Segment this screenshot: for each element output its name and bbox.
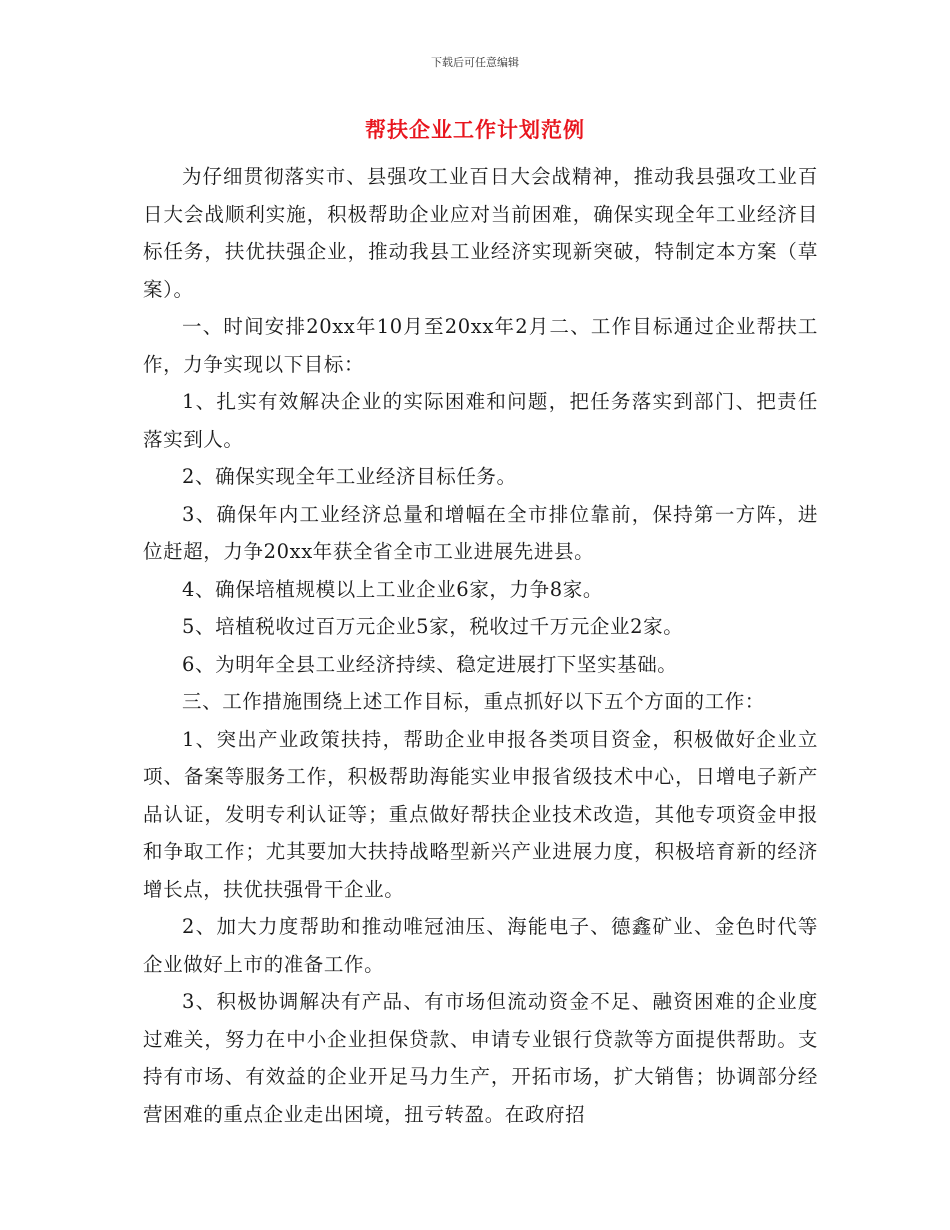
page-header-note: 下载后可任意编辑 <box>431 56 519 69</box>
paragraph-goal-1: 1、扎实有效解决企业的实际困难和问题，把任务落实到部门、把责任落实到人。 <box>143 390 818 451</box>
paragraph-measure-1: 1、突出产业政策扶持，帮助企业申报各类项目资金，积极做好企业立项、备案等服务工作，积极帮助海能实业申报省级技术中心，日增电子新产品认证，发明专利认证等；重点做好帮扶企业技术改造，其他专项资金申报和争取工作；尤其要加大扶持战略型新兴产业进展力度，积极培育新的经济增长点，扶优扶强骨干企业。 <box>143 727 818 901</box>
document-body <box>143 158 818 1133</box>
document-title: 帮扶企业工作计划范例 <box>365 117 585 142</box>
paragraph-goal-6: 6、为明年全县工业经济持续、稳定进展打下坚实基础。 <box>182 652 678 676</box>
paragraph-schedule-goals: 一、时间安排20xx年10月至20xx年2月二、工作目标通过企业帮扶工作，力争实现以下目标： <box>143 315 818 376</box>
paragraph-measure-3: 3、积极协调解决有产品、有市场但流动资金不足、融资困难的企业度过难关，努力在中小企业担保贷款、申请专业银行贷款等方面提供帮助。支持有市场、有效益的企业开足马力生产，开拓市场，扩大销售；协调部分经营困难的重点企业走出困境，扭亏转盈。在政府招 <box>143 990 818 1126</box>
paragraph-goal-4: 4、确保培植规模以上工业企业6家，力争8家。 <box>182 577 603 601</box>
paragraph-intro: 为仔细贯彻落实市、县强攻工业百日大会战精神，推动我县强攻工业百日大会战顺利实施，积极帮助企业应对当前困难，确保实现全年工业经济目标任务，扶优扶强企业，推动我县工业经济实现新突破，特制定本方案（草案）。 <box>143 165 818 301</box>
paragraph-goal-5: 5、培植税收过百万元企业5家，税收过千万元企业2家。 <box>182 615 684 638</box>
paragraph-goal-3: 3、确保年内工业经济总量和增幅在全市排位靠前，保持第一方阵，进位赶超，力争20xx年获全省全市工业进展先进县。 <box>143 502 818 563</box>
paragraph-measure-2: 2、加大力度帮助和推动唯冠油压、海能电子、德鑫矿业、金色时代等企业做好上市的准备工作。 <box>143 915 818 976</box>
paragraph-goal-2: 2、确保实现全年工业经济目标任务。 <box>182 465 517 488</box>
paragraph-measures-heading: 三、工作措施围绕上述工作目标，重点抓好以下五个方面的工作： <box>182 690 765 713</box>
